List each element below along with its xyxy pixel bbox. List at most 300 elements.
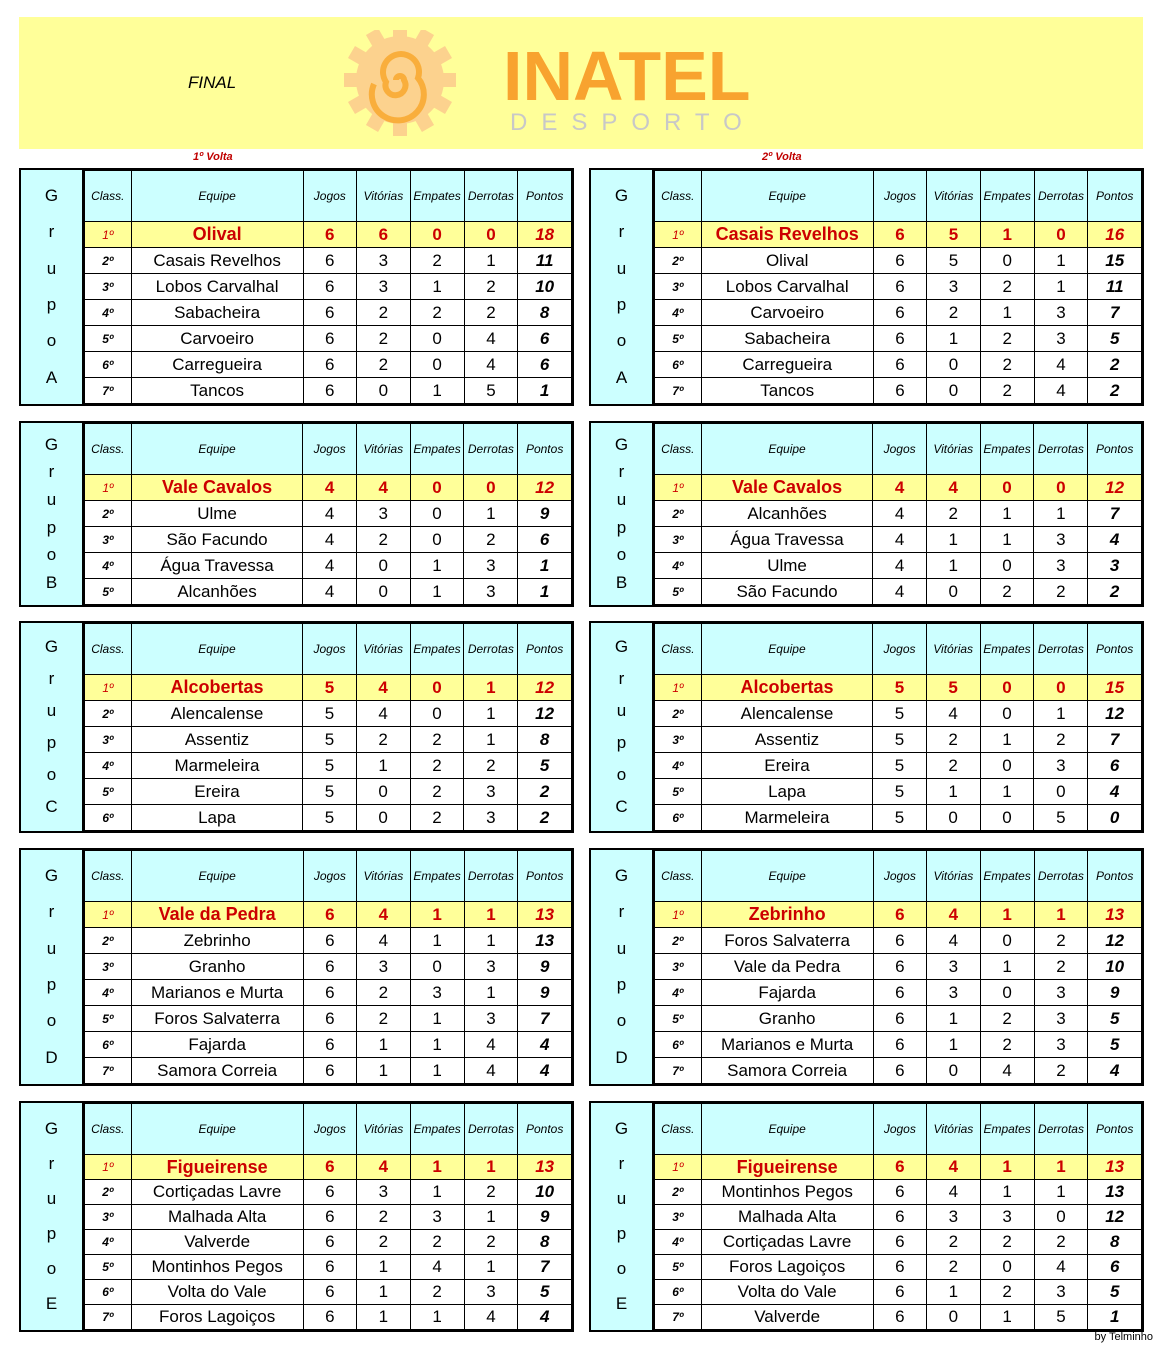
table-row (655, 222, 1142, 248)
cell-empates: 3 (410, 980, 464, 1006)
cell-equipe: Ulme (131, 501, 303, 527)
header-row (655, 171, 1142, 222)
header-row (85, 424, 572, 475)
cell-jogos: 6 (873, 980, 926, 1006)
cell-jogos: 6 (303, 1305, 356, 1330)
cell-jogos: 6 (303, 1155, 356, 1180)
cell-equipe: Lobos Carvalhal (131, 274, 303, 300)
cell-equipe: Granho (131, 954, 303, 980)
column-header-class: Class. (85, 171, 132, 222)
group-label-char: p (616, 733, 627, 752)
cell-vitorias: 3 (927, 1205, 981, 1230)
cell-jogos: 6 (303, 1255, 356, 1280)
column-header-vitorias: Vitórias (357, 1104, 411, 1155)
cell-vitorias: 2 (927, 1230, 981, 1255)
cell-derrotas: 4 (464, 326, 518, 352)
group-letter: E (615, 1294, 628, 1314)
table-row (655, 954, 1142, 980)
cell-pontos: 12 (1088, 1205, 1142, 1230)
table-row (85, 1255, 572, 1280)
cell-vitorias: 3 (357, 954, 411, 980)
group-label-char: r (618, 1153, 625, 1173)
cell-class: 2º (655, 928, 702, 954)
cell-equipe: Marianos e Murta (131, 980, 303, 1006)
cell-vitorias: 2 (926, 727, 980, 753)
cell-vitorias: 3 (356, 501, 410, 527)
cell-equipe: Ereira (701, 753, 872, 779)
cell-jogos: 6 (873, 1230, 926, 1255)
cell-pontos: 9 (518, 501, 572, 527)
cell-vitorias: 3 (927, 980, 981, 1006)
cell-pontos: 4 (1088, 779, 1142, 805)
cell-vitorias: 1 (357, 1255, 411, 1280)
cell-class: 2º (85, 1180, 132, 1205)
table-row (85, 300, 572, 326)
group-label-char: o (616, 545, 627, 565)
cell-class: 4º (655, 753, 702, 779)
cell-equipe: Ereira (131, 779, 302, 805)
table-row (655, 753, 1142, 779)
table-row (655, 378, 1142, 404)
cell-derrotas: 1 (464, 727, 518, 753)
table-row (655, 1230, 1142, 1255)
table-row (655, 980, 1142, 1006)
column-header-empates: Empates (980, 624, 1034, 675)
cell-equipe: Foros Salvaterra (701, 928, 873, 954)
cell-derrotas: 0 (1034, 779, 1088, 805)
cell-derrotas: 2 (464, 1230, 518, 1255)
table-row (655, 248, 1142, 274)
group-label-char: G (44, 186, 59, 206)
cell-derrotas: 2 (464, 300, 518, 326)
group-label-char: o (616, 765, 627, 784)
cell-empates: 1 (410, 928, 464, 954)
group-label (21, 623, 84, 831)
cell-equipe: Montinhos Pegos (131, 1255, 303, 1280)
cell-jogos: 6 (873, 300, 926, 326)
standings-table (654, 623, 1142, 831)
cell-vitorias: 2 (356, 727, 410, 753)
table-row (655, 1058, 1142, 1084)
cell-jogos: 6 (303, 248, 356, 274)
cell-vitorias: 1 (926, 779, 980, 805)
cell-empates: 0 (980, 553, 1034, 579)
column-header-derrotas: Derrotas (1034, 171, 1088, 222)
header-row (655, 851, 1142, 902)
cell-equipe: São Facundo (131, 527, 303, 553)
group-table (589, 421, 1144, 607)
cell-class: 3º (655, 727, 702, 753)
standings-table (654, 1103, 1142, 1330)
group-label-char: p (46, 517, 57, 537)
cell-jogos: 5 (873, 779, 927, 805)
group-letter: A (615, 367, 628, 387)
column-header-class: Class. (85, 851, 132, 902)
cell-vitorias: 0 (927, 378, 981, 404)
group-label (591, 850, 654, 1084)
cell-pontos: 2 (1088, 352, 1142, 378)
cell-jogos: 6 (303, 222, 356, 248)
cell-empates: 2 (410, 805, 464, 831)
cell-empates: 1 (980, 501, 1034, 527)
group-letter: A (45, 367, 58, 387)
cell-class: 2º (85, 248, 132, 274)
cell-vitorias: 2 (357, 352, 411, 378)
cell-empates: 0 (410, 501, 464, 527)
cell-derrotas: 1 (1034, 1155, 1088, 1180)
column-header-pontos: Pontos (1088, 624, 1142, 675)
table-row (85, 753, 572, 779)
cell-class: 4º (85, 980, 132, 1006)
column-header-derrotas: Derrotas (1034, 624, 1088, 675)
cell-equipe: Cortiçadas Lavre (131, 1180, 303, 1205)
cell-vitorias: 2 (356, 527, 410, 553)
cell-pontos: 8 (518, 300, 572, 326)
cell-class: 3º (85, 274, 132, 300)
cell-pontos: 1 (518, 579, 572, 605)
cell-pontos: 9 (518, 980, 572, 1006)
cell-pontos: 13 (518, 902, 572, 928)
cell-class: 4º (85, 753, 132, 779)
group-label-char: r (48, 462, 55, 482)
group-label-char: u (46, 490, 57, 510)
cell-class: 5º (85, 579, 132, 605)
column-header-equipe: Equipe (701, 851, 873, 902)
table-row (85, 954, 572, 980)
cell-class: 3º (85, 727, 132, 753)
cell-pontos: 4 (518, 1058, 572, 1084)
group-label-char: u (46, 701, 57, 720)
cell-jogos: 6 (303, 326, 356, 352)
group-label-char: p (46, 1224, 57, 1244)
cell-vitorias: 3 (357, 274, 411, 300)
cell-derrotas: 1 (464, 501, 518, 527)
cell-jogos: 6 (873, 1155, 926, 1180)
column-header-class: Class. (85, 1104, 132, 1155)
cell-class: 3º (655, 954, 702, 980)
cell-pontos: 9 (518, 954, 572, 980)
cell-empates: 0 (980, 701, 1034, 727)
cell-jogos: 6 (303, 1006, 356, 1032)
table-row (655, 1006, 1142, 1032)
cell-jogos: 6 (873, 1305, 926, 1330)
cell-vitorias: 2 (927, 300, 981, 326)
cell-empates: 1 (410, 1180, 464, 1205)
cell-empates: 1 (410, 378, 464, 404)
cell-pontos: 7 (518, 1006, 572, 1032)
cell-empates: 1 (980, 1305, 1034, 1330)
column-header-equipe: Equipe (701, 424, 873, 475)
cell-class: 5º (85, 1006, 132, 1032)
standings-table (654, 423, 1142, 605)
cell-empates: 1 (980, 727, 1034, 753)
cell-equipe: Olival (131, 222, 303, 248)
cell-equipe: Volta do Vale (131, 1280, 303, 1305)
cell-jogos: 6 (303, 928, 356, 954)
round-title-1: 1º Volta (193, 151, 233, 163)
cell-pontos: 12 (1088, 928, 1142, 954)
cell-empates: 1 (980, 222, 1034, 248)
cell-pontos: 4 (1088, 1058, 1142, 1084)
group-label (21, 423, 84, 605)
group-label-char: p (616, 975, 627, 995)
column-header-equipe: Equipe (701, 171, 873, 222)
cell-empates: 2 (980, 1280, 1034, 1305)
cell-pontos: 6 (1088, 753, 1142, 779)
column-header-vitorias: Vitórias (357, 171, 411, 222)
cell-jogos: 6 (303, 300, 356, 326)
group-label-char: o (616, 1259, 627, 1279)
table-row (655, 701, 1142, 727)
cell-pontos: 5 (1088, 326, 1142, 352)
cell-jogos: 5 (303, 675, 357, 701)
cell-jogos: 4 (303, 553, 357, 579)
table-row (85, 1006, 572, 1032)
column-header-class: Class. (85, 424, 132, 475)
cell-jogos: 5 (873, 701, 927, 727)
cell-equipe: São Facundo (701, 579, 873, 605)
column-header-pontos: Pontos (518, 624, 572, 675)
column-header-derrotas: Derrotas (464, 624, 518, 675)
group-label-char: o (616, 1011, 627, 1031)
cell-class: 4º (655, 980, 702, 1006)
group-label-char: p (616, 295, 627, 315)
cell-class: 6º (655, 352, 702, 378)
cell-vitorias: 4 (357, 1155, 411, 1180)
cell-pontos: 1 (518, 378, 572, 404)
column-header-derrotas: Derrotas (1034, 851, 1088, 902)
cell-pontos: 12 (518, 475, 572, 501)
cell-equipe: Ulme (701, 553, 873, 579)
cell-equipe: Marmeleira (131, 753, 302, 779)
inatel-logo (338, 30, 828, 140)
column-header-empates: Empates (410, 171, 464, 222)
table-row (655, 1180, 1142, 1205)
cell-jogos: 6 (873, 1280, 926, 1305)
cell-equipe: Volta do Vale (701, 1280, 873, 1305)
table-row (85, 501, 572, 527)
table-row (85, 553, 572, 579)
cell-class: 7º (655, 1305, 702, 1330)
cell-derrotas: 2 (1034, 954, 1088, 980)
cell-empates: 0 (980, 753, 1034, 779)
cell-pontos: 8 (1088, 1230, 1142, 1255)
group-label-char: G (44, 866, 59, 886)
cell-jogos: 5 (873, 727, 927, 753)
cell-empates: 1 (980, 527, 1034, 553)
column-header-derrotas: Derrotas (464, 424, 518, 475)
cell-vitorias: 1 (926, 527, 980, 553)
cell-empates: 0 (410, 326, 464, 352)
cell-class: 3º (655, 527, 702, 553)
cell-derrotas: 3 (464, 779, 518, 805)
cell-empates: 0 (980, 248, 1034, 274)
cell-class: 5º (655, 326, 702, 352)
cell-derrotas: 2 (464, 1180, 518, 1205)
cell-derrotas: 0 (1034, 475, 1088, 501)
standings-table (84, 1103, 572, 1330)
cell-class: 5º (655, 579, 702, 605)
cell-derrotas: 1 (464, 675, 518, 701)
column-header-derrotas: Derrotas (464, 171, 518, 222)
cell-vitorias: 4 (927, 928, 981, 954)
group-label-char: o (46, 331, 57, 351)
column-header-class: Class. (85, 624, 132, 675)
column-header-derrotas: Derrotas (464, 851, 518, 902)
cell-derrotas: 5 (1034, 1305, 1088, 1330)
cell-derrotas: 4 (464, 352, 518, 378)
cell-class: 2º (85, 928, 132, 954)
group-letter: B (615, 573, 628, 593)
cell-class: 7º (655, 378, 702, 404)
cell-empates: 1 (410, 1032, 464, 1058)
cell-pontos: 5 (518, 753, 572, 779)
cell-pontos: 11 (518, 248, 572, 274)
round-title-2: 2º Volta (762, 151, 802, 163)
cell-jogos: 6 (873, 248, 926, 274)
cell-jogos: 6 (873, 378, 926, 404)
cell-pontos: 5 (518, 1280, 572, 1305)
cell-empates: 2 (410, 300, 464, 326)
column-header-class: Class. (655, 624, 702, 675)
cell-jogos: 6 (873, 1255, 926, 1280)
group-table (19, 848, 574, 1086)
table-row (85, 248, 572, 274)
column-header-pontos: Pontos (1088, 1104, 1142, 1155)
table-row (655, 779, 1142, 805)
group-label (591, 170, 654, 404)
cell-equipe: Foros Salvaterra (131, 1006, 303, 1032)
column-header-equipe: Equipe (701, 1104, 873, 1155)
standings-table (84, 850, 572, 1084)
column-header-pontos: Pontos (1088, 424, 1142, 475)
group-letter: C (45, 797, 58, 816)
cell-class: 5º (85, 326, 132, 352)
cell-derrotas: 3 (1034, 1006, 1088, 1032)
cell-vitorias: 0 (927, 352, 981, 378)
cell-vitorias: 2 (357, 980, 411, 1006)
cell-pontos: 3 (1088, 553, 1142, 579)
cell-equipe: Foros Lagoiços (701, 1255, 873, 1280)
group-table (589, 848, 1144, 1086)
column-header-vitorias: Vitórias (926, 624, 980, 675)
cell-derrotas: 1 (464, 928, 518, 954)
cell-class: 6º (85, 352, 132, 378)
cell-vitorias: 4 (927, 1180, 981, 1205)
table-row (85, 727, 572, 753)
cell-class: 6º (655, 1032, 702, 1058)
cell-pontos: 4 (518, 1032, 572, 1058)
cell-equipe: Zebrinho (131, 928, 303, 954)
cell-derrotas: 4 (464, 1032, 518, 1058)
column-header-empates: Empates (410, 424, 464, 475)
cell-equipe: Cortiçadas Lavre (701, 1230, 873, 1255)
group-label-char: u (46, 938, 57, 958)
cell-equipe: Vale Cavalos (131, 475, 303, 501)
cell-vitorias: 2 (926, 501, 980, 527)
cell-equipe: Carvoeiro (131, 326, 303, 352)
cell-empates: 0 (410, 475, 464, 501)
cell-derrotas: 4 (1034, 378, 1088, 404)
cell-class: 6º (85, 1032, 132, 1058)
cell-pontos: 13 (518, 928, 572, 954)
cell-empates: 1 (410, 274, 464, 300)
cell-derrotas: 3 (1034, 553, 1088, 579)
cell-equipe: Fajarda (131, 1032, 303, 1058)
cell-derrotas: 0 (1034, 222, 1088, 248)
group-label-char: u (616, 490, 627, 510)
cell-pontos: 7 (1088, 501, 1142, 527)
cell-class: 1º (655, 902, 702, 928)
cell-class: 1º (655, 222, 702, 248)
cell-pontos: 5 (1088, 1032, 1142, 1058)
cell-pontos: 12 (518, 701, 572, 727)
cell-empates: 0 (410, 701, 464, 727)
cell-empates: 1 (410, 553, 464, 579)
cell-vitorias: 2 (357, 1006, 411, 1032)
column-header-equipe: Equipe (131, 424, 303, 475)
cell-vitorias: 1 (927, 326, 981, 352)
cell-jogos: 6 (303, 1180, 356, 1205)
cell-vitorias: 0 (356, 553, 410, 579)
cell-derrotas: 2 (1034, 579, 1088, 605)
table-row (655, 902, 1142, 928)
cell-derrotas: 0 (1034, 675, 1088, 701)
cell-derrotas: 3 (1034, 527, 1088, 553)
column-header-empates: Empates (980, 424, 1034, 475)
header-row (85, 624, 572, 675)
group-label-char: r (48, 1153, 55, 1173)
cell-vitorias: 0 (927, 1058, 981, 1084)
group-label-char: p (46, 295, 57, 315)
column-header-derrotas: Derrotas (464, 1104, 518, 1155)
cell-pontos: 12 (518, 675, 572, 701)
column-header-empates: Empates (410, 1104, 464, 1155)
group-label-char: o (46, 1259, 57, 1279)
group-label (591, 623, 654, 831)
group-label-char: G (44, 434, 59, 454)
cell-equipe: Foros Lagoiços (131, 1305, 303, 1330)
cell-pontos: 4 (518, 1305, 572, 1330)
cell-jogos: 5 (303, 701, 357, 727)
cell-empates: 1 (410, 1058, 464, 1084)
cell-equipe: Lapa (701, 779, 872, 805)
table-row (85, 980, 572, 1006)
cell-empates: 2 (980, 352, 1034, 378)
cell-jogos: 6 (873, 902, 926, 928)
cell-class: 1º (655, 475, 702, 501)
header-row (85, 851, 572, 902)
group-label-char: o (616, 331, 627, 351)
table-row (85, 675, 572, 701)
stage-label: FINAL (188, 73, 237, 92)
group-label-char: u (616, 938, 627, 958)
cell-jogos: 4 (303, 501, 357, 527)
cell-class: 7º (655, 1058, 702, 1084)
cell-derrotas: 2 (464, 753, 518, 779)
cell-derrotas: 1 (464, 1205, 518, 1230)
cell-jogos: 6 (873, 1205, 926, 1230)
cell-class: 2º (655, 701, 702, 727)
table-row (655, 1032, 1142, 1058)
cell-vitorias: 2 (357, 326, 411, 352)
table-row (85, 1032, 572, 1058)
standings-table (84, 623, 572, 831)
cell-vitorias: 1 (357, 1280, 411, 1305)
cell-class: 3º (85, 527, 132, 553)
cell-class: 6º (85, 1280, 132, 1305)
cell-equipe: Granho (701, 1006, 873, 1032)
